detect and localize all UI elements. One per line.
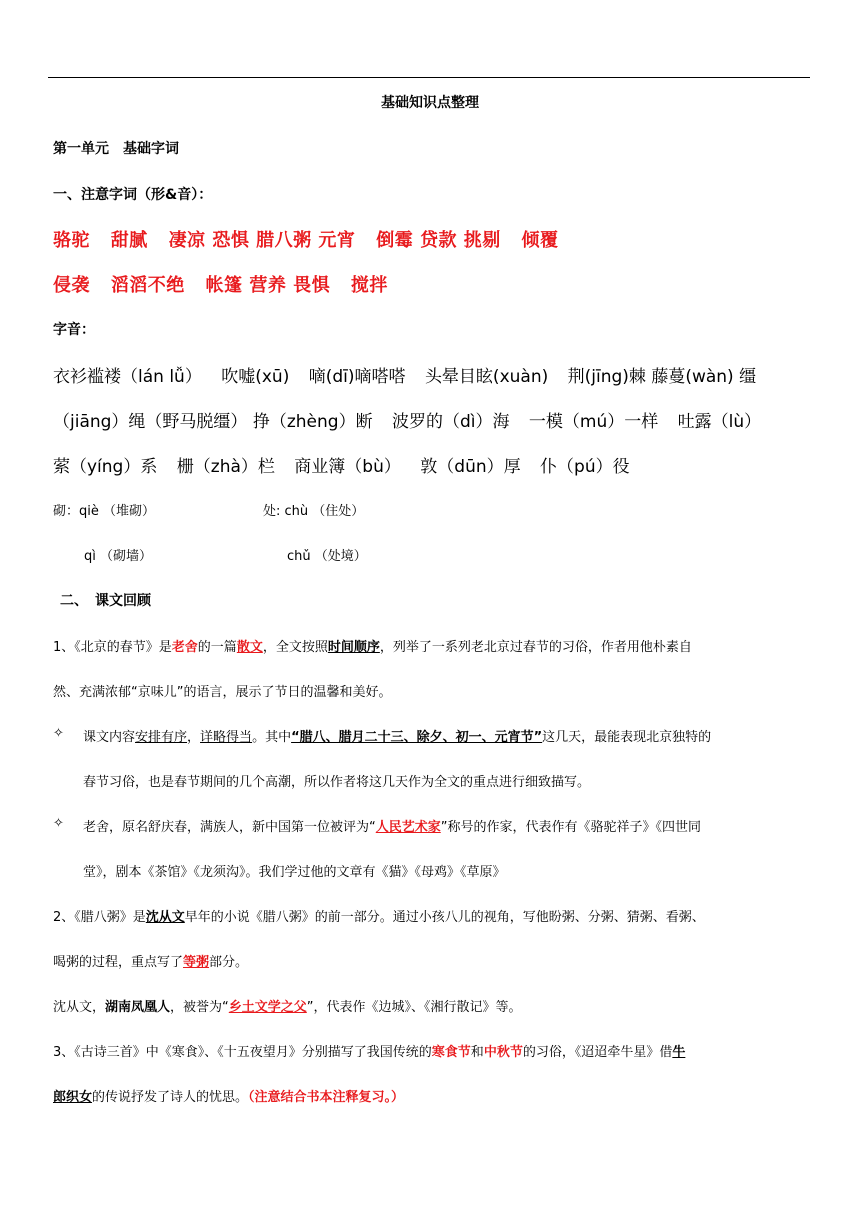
word: 甜腻	[110, 230, 148, 251]
polyphone-qi-row1	[53, 500, 155, 519]
underlined-text: 安排有序	[135, 730, 188, 745]
text: 的习俗，《迢迢牵牛星》借	[522, 1045, 673, 1060]
paragraph-1-line2: 然、充满浓郁“京味儿”的语言，展示了节日的温馨和美好。	[53, 685, 392, 700]
page-title: 基础知识点整理	[381, 95, 479, 111]
polyphone-qi-row2: qì （砌墙）	[84, 549, 152, 564]
text: ，全文按照	[262, 640, 328, 655]
polyphone-chu-row1	[263, 500, 364, 519]
text: 的传说抒发了诗人的忧思。	[92, 1090, 249, 1105]
polyphone-char: 砌：	[53, 504, 80, 519]
text: ”称号的作家，代表作有《骆驼祥子》《四世同	[440, 820, 702, 835]
pinyin-item: 衣衫褴褛（lán lǚ）	[53, 367, 202, 387]
polyphone-chu-row2: chǔ （处境）	[287, 549, 367, 564]
review-note: （注意结合书本注释复习。）	[248, 1090, 405, 1105]
pinyin-item: 波罗的（dì）海	[391, 412, 510, 432]
word: 挑剔	[463, 230, 501, 251]
pinyin-item: 萦（yíng）系	[53, 457, 158, 477]
word: 畏惧	[293, 275, 331, 296]
pinyin-item: 荆(jīng)棘	[567, 367, 646, 387]
section2-heading: 二、 课文回顾	[60, 593, 151, 609]
highlight-legend: 郎织女	[53, 1090, 93, 1105]
bullet-1-line1	[83, 726, 711, 745]
text: 3、《古诗三首》中《寒食》、《十五夜望月》分别描写了我国传统的	[53, 1045, 432, 1060]
highlight-focus: 等粥	[183, 955, 210, 970]
text: 和	[470, 1045, 484, 1060]
highlight-honor: 乡土文学之父	[228, 1000, 307, 1015]
pinyin-item: 一模（mú）一样	[528, 412, 659, 432]
text: 老舍，原名舒庆春，满族人，新中国第一位被评为“	[83, 820, 376, 835]
highlight-days: “腊八、腊月二十三、除夕、初一、元宵节”	[291, 730, 543, 745]
zi-yin-label: 字音：	[53, 322, 95, 338]
paragraph-3	[53, 996, 522, 1015]
text: 这几天，最能表现北京独特的	[542, 730, 712, 745]
highlight-festival: 中秋节	[483, 1045, 523, 1060]
word: 侵袭	[53, 275, 90, 296]
bullet-1-line2: 春节习俗，也是春节期间的几个高潮，所以作者将这几天作为全文的重点进行细致描写。	[83, 775, 591, 790]
highlight-author: 沈从文	[145, 910, 185, 925]
text: 课文内容	[83, 730, 136, 745]
pinyin-item: 缰	[739, 367, 757, 387]
pinyin-item: 头晕目眩(xuàn)	[424, 367, 549, 387]
red-words-row2	[53, 271, 388, 297]
bullet-icon: ✧	[53, 816, 64, 831]
word: 凄凉	[168, 230, 206, 251]
pinyin-row1	[53, 362, 756, 387]
pinyin-row2	[53, 407, 761, 432]
text: ，被誉为“	[170, 1000, 229, 1015]
polyphone-reading: qiè （堆砌）	[79, 504, 156, 519]
polyphone-char: 处:	[263, 504, 281, 519]
text: ，	[187, 730, 201, 745]
word: 元宵	[318, 230, 356, 251]
highlight-genre: 散文	[236, 640, 263, 655]
pinyin-item: 仆（pú）役	[540, 457, 630, 477]
top-rule	[48, 77, 810, 78]
highlight-festival: 寒食节	[431, 1045, 471, 1060]
word: 倒霉	[376, 230, 414, 251]
text: 早年的小说《腊八粥》的前一部分。通过小孩八儿的视角，写他盼粥、分粥、猜粥、看粥、	[184, 910, 705, 925]
text: ”，代表作《边城》、《湘行散记》等。	[306, 1000, 522, 1015]
text: 。其中	[252, 730, 292, 745]
bullet-2-line1	[83, 816, 701, 835]
highlight-hometown: 湖南凤凰人	[105, 1000, 171, 1015]
pinyin-item: 藤蔓(wàn)	[651, 367, 734, 387]
pinyin-item: 吐露（lù）	[677, 412, 762, 432]
pinyin-item: 敦（dūn）厚	[420, 457, 521, 477]
word: 搅拌	[350, 275, 388, 296]
paragraph-1-line1	[53, 636, 692, 655]
red-words-row1	[53, 226, 559, 252]
bullet-2-line2: 堂》，剧本《茶馆》《龙须沟》。我们学过他的文章有《猫》《母鸡》《草原》	[83, 865, 506, 880]
word: 骆驼	[53, 230, 90, 251]
paragraph-2-line1	[53, 906, 705, 925]
text: 部分。	[209, 955, 249, 970]
pinyin-item: 吹嘘(xū)	[221, 367, 290, 387]
word: 恐惧	[212, 230, 250, 251]
text: 沈从文，	[53, 1000, 106, 1015]
bullet-icon: ✧	[53, 726, 64, 741]
pinyin-item: 嘀(dī)嘀嗒嗒	[308, 367, 406, 387]
pinyin-row3	[53, 452, 630, 477]
paragraph-4-line2	[53, 1086, 404, 1105]
polyphone-reading: chù （住处）	[284, 504, 365, 519]
text: 2、《腊八粥》是	[53, 910, 146, 925]
word: 倾覆	[521, 230, 559, 251]
highlight-order: 时间顺序	[327, 640, 380, 655]
word: 贷款	[419, 230, 457, 251]
paragraph-2-line2	[53, 951, 248, 970]
text: 的一篇	[197, 640, 237, 655]
highlight-title: 人民艺术家	[375, 820, 441, 835]
paragraph-4-line1	[53, 1041, 685, 1060]
word: 腊八粥	[256, 230, 312, 251]
text: 1、《北京的春节》是	[53, 640, 172, 655]
pinyin-item: （jiāng）绳（野马脱缰）	[53, 412, 248, 432]
pinyin-item: 商业簿（bù）	[294, 457, 401, 477]
word: 滔滔不绝	[110, 275, 185, 296]
highlight-author: 老舍	[171, 640, 198, 655]
pinyin-item: 栅（zhà）栏	[176, 457, 275, 477]
text: 喝粥的过程，重点写了	[53, 955, 184, 970]
word: 帐篷	[205, 275, 243, 296]
underlined-text: 详略得当	[200, 730, 253, 745]
text: ，列举了一系列老北京过春节的习俗，作者用他朴素自	[379, 640, 692, 655]
pinyin-item: 挣（zhèng）断	[252, 412, 373, 432]
unit-heading: 第一单元 基础字词	[53, 141, 179, 157]
word: 营养	[249, 275, 287, 296]
highlight-legend: 牛	[672, 1045, 686, 1060]
section1-heading: 一、注意字词（形&音）：	[53, 187, 213, 203]
